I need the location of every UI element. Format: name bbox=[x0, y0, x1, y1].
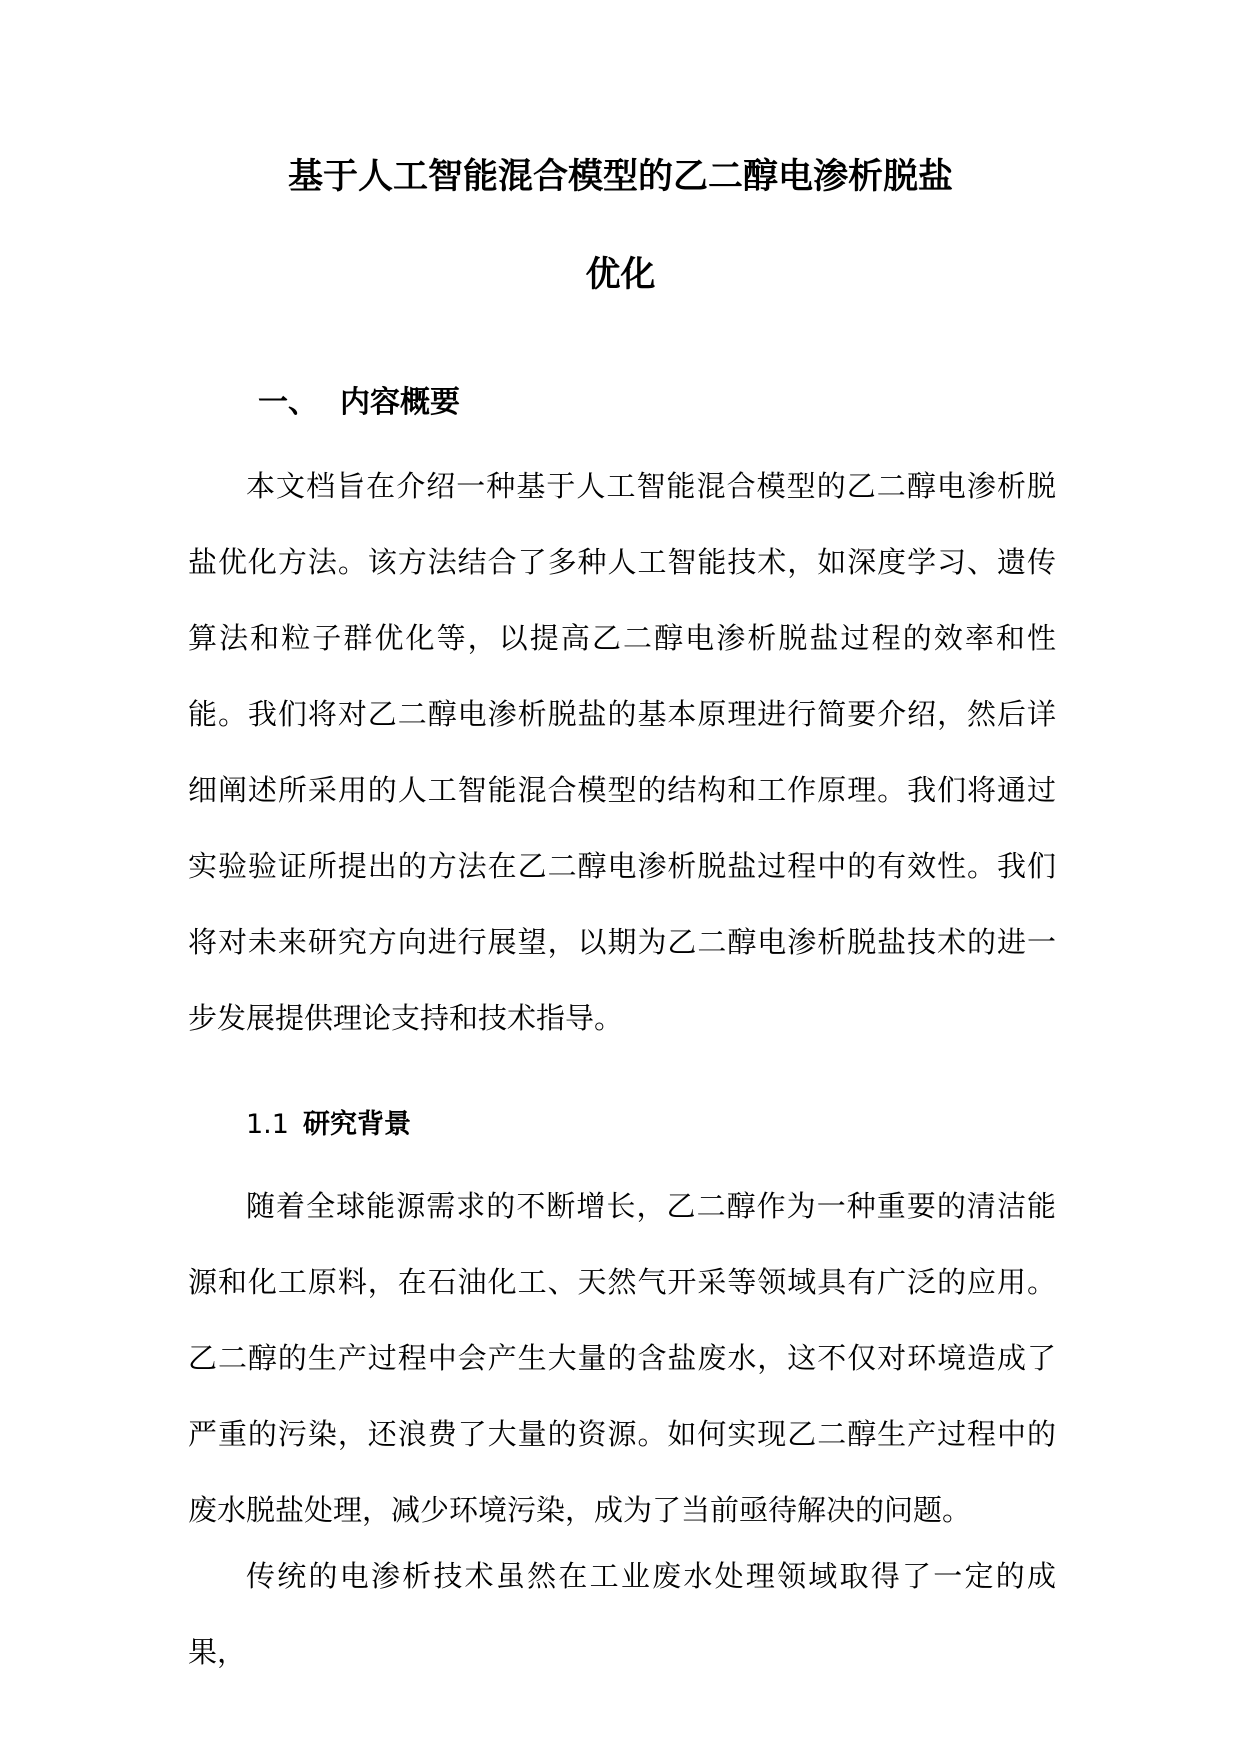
subsection-heading-background bbox=[246, 1108, 411, 1142]
section-heading-overview bbox=[258, 385, 460, 421]
background-paragraph-1: 随着全球能源需求的不断增长，乙二醇作为一种重要的清洁能源和化工原料，在石油化工、天然气开采等领域具有广泛的应用。乙二醇的生产过程中会产生大量的含盐废水，这不仅对环境造成了严重的污染，还浪费了大量的资源。如何实现乙二醇生产过程中的废水脱盐处理，减少环境污染，成为了当前亟待解决的问题。 bbox=[188, 1189, 1056, 1527]
section-number: 一、 bbox=[258, 385, 318, 420]
background-paragraph-2: 传统的电渗析技术虽然在工业废水处理领域取得了一定的成果， bbox=[188, 1559, 1056, 1669]
subsection-number: 1.1 bbox=[246, 1109, 289, 1140]
overview-paragraph: 本文档旨在介绍一种基于人工智能混合模型的乙二醇电渗析脱盐优化方法。该方法结合了多种人工智能技术，如深度学习、遗传算法和粒子群优化等，以提高乙二醇电渗析脱盐过程的效率和性能。我们将对乙二醇电渗析脱盐的基本原理进行简要介绍，然后详细阐述所采用的人工智能混合模型的结构和工作原理。我们将通过实验验证所提出的方法在乙二醇电渗析脱盐过程中的有效性。我们将对未来研究方向进行展望，以期为乙二醇电渗析脱盐技术的进一步发展提供理论支持和技术指导。 bbox=[188, 469, 1056, 1035]
document-title-line-1: 基于人工智能混合模型的乙二醇电渗析脱盐 bbox=[287, 157, 953, 197]
document-title-line-2: 优化 bbox=[585, 255, 656, 295]
subsection-title: 研究背景 bbox=[302, 1109, 411, 1140]
section-title: 内容概要 bbox=[340, 385, 460, 420]
